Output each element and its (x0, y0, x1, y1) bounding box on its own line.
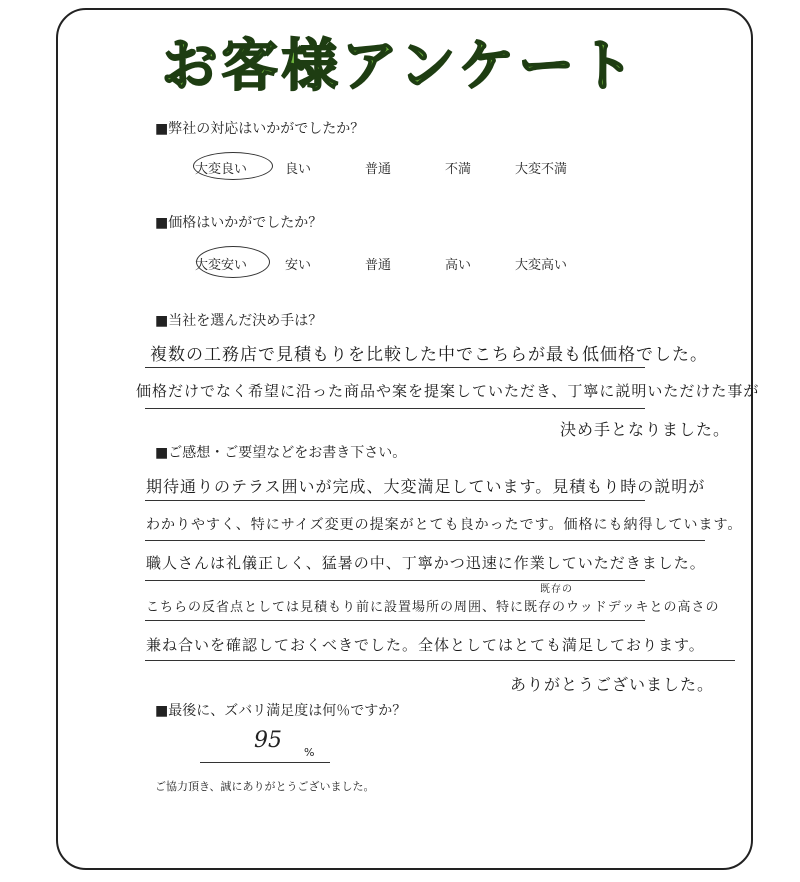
satisfaction-underline (200, 762, 330, 763)
q4-answer-line-6: ありがとうございました。 (510, 675, 715, 694)
question-3-label: ■当社を選んだ決め手は？ (155, 313, 323, 329)
q4-answer-line-1: 期待通りのテラス囲いが完成、大変満足しています。見積もり時の説明が (146, 477, 706, 496)
q2-selection-circle (196, 246, 270, 278)
question-1-label: ■弊社の対応はいかがでしたか？ (155, 121, 365, 137)
q3-answer-line-2: 価格だけでなく希望に沿った商品や案を提案していただき、丁寧に説明いただけた事が (136, 382, 760, 400)
q4-answer-line-2: わかりやすく、特にサイズ変更の提案がとても良かったです。価格にも納得しています。 (146, 517, 743, 533)
q2-option-5[interactable]: 大変高い (515, 258, 568, 273)
q2-option-1[interactable]: 大変安い (195, 258, 248, 273)
q4-answer-line-3: 職人さんは礼儀正しく、猛暑の中、丁寧かつ迅速に作業していただきました。 (146, 554, 706, 572)
q3-answer-line-1: 複数の工務店で見積もりを比較した中でこちらが最も低価格でした。 (150, 345, 708, 365)
thank-you-footer: ご協力頂き、誠にありがとうございました。 (155, 780, 375, 793)
q1-selection-circle (193, 152, 273, 180)
q4-underline-4 (145, 620, 645, 621)
question-5-label: ■最後に、ズバリ満足度は何％ですか？ (155, 703, 407, 719)
satisfaction-value: 95 (254, 728, 282, 753)
q2-option-3[interactable]: 普通 (365, 258, 392, 273)
q1-option-4[interactable]: 不満 (445, 162, 472, 177)
question-4-label: ■ご感想・ご要望などをお書き下さい。 (155, 445, 407, 461)
q2-option-2[interactable]: 安い (285, 258, 312, 273)
q4-insert-note: 既存の (540, 584, 573, 595)
q1-option-1[interactable]: 大変良い (195, 162, 248, 177)
q3-underline-2 (145, 408, 645, 409)
q1-option-5[interactable]: 大変不満 (515, 162, 568, 177)
q2-option-4[interactable]: 高い (445, 258, 472, 273)
q4-underline-2 (145, 540, 705, 541)
survey-title: お客様アンケート (161, 34, 639, 99)
q4-underline-1 (145, 500, 645, 501)
q3-answer-line-3: 決め手となりました。 (560, 420, 731, 439)
percent-unit: % (304, 746, 315, 759)
q4-answer-line-4: こちらの反省点としては見積もり前に設置場所の周囲、特に既存のウッドデッキとの高さの (146, 600, 720, 615)
q1-option-2[interactable]: 良い (285, 162, 312, 177)
q1-option-3[interactable]: 普通 (365, 162, 392, 177)
q4-underline-5 (145, 660, 735, 661)
question-2-label: ■価格はいかがでしたか？ (155, 215, 323, 231)
q4-answer-line-5: 兼ね合いを確認しておくべきでした。全体としてはとても満足しております。 (146, 636, 705, 654)
q3-underline-1 (145, 367, 645, 368)
